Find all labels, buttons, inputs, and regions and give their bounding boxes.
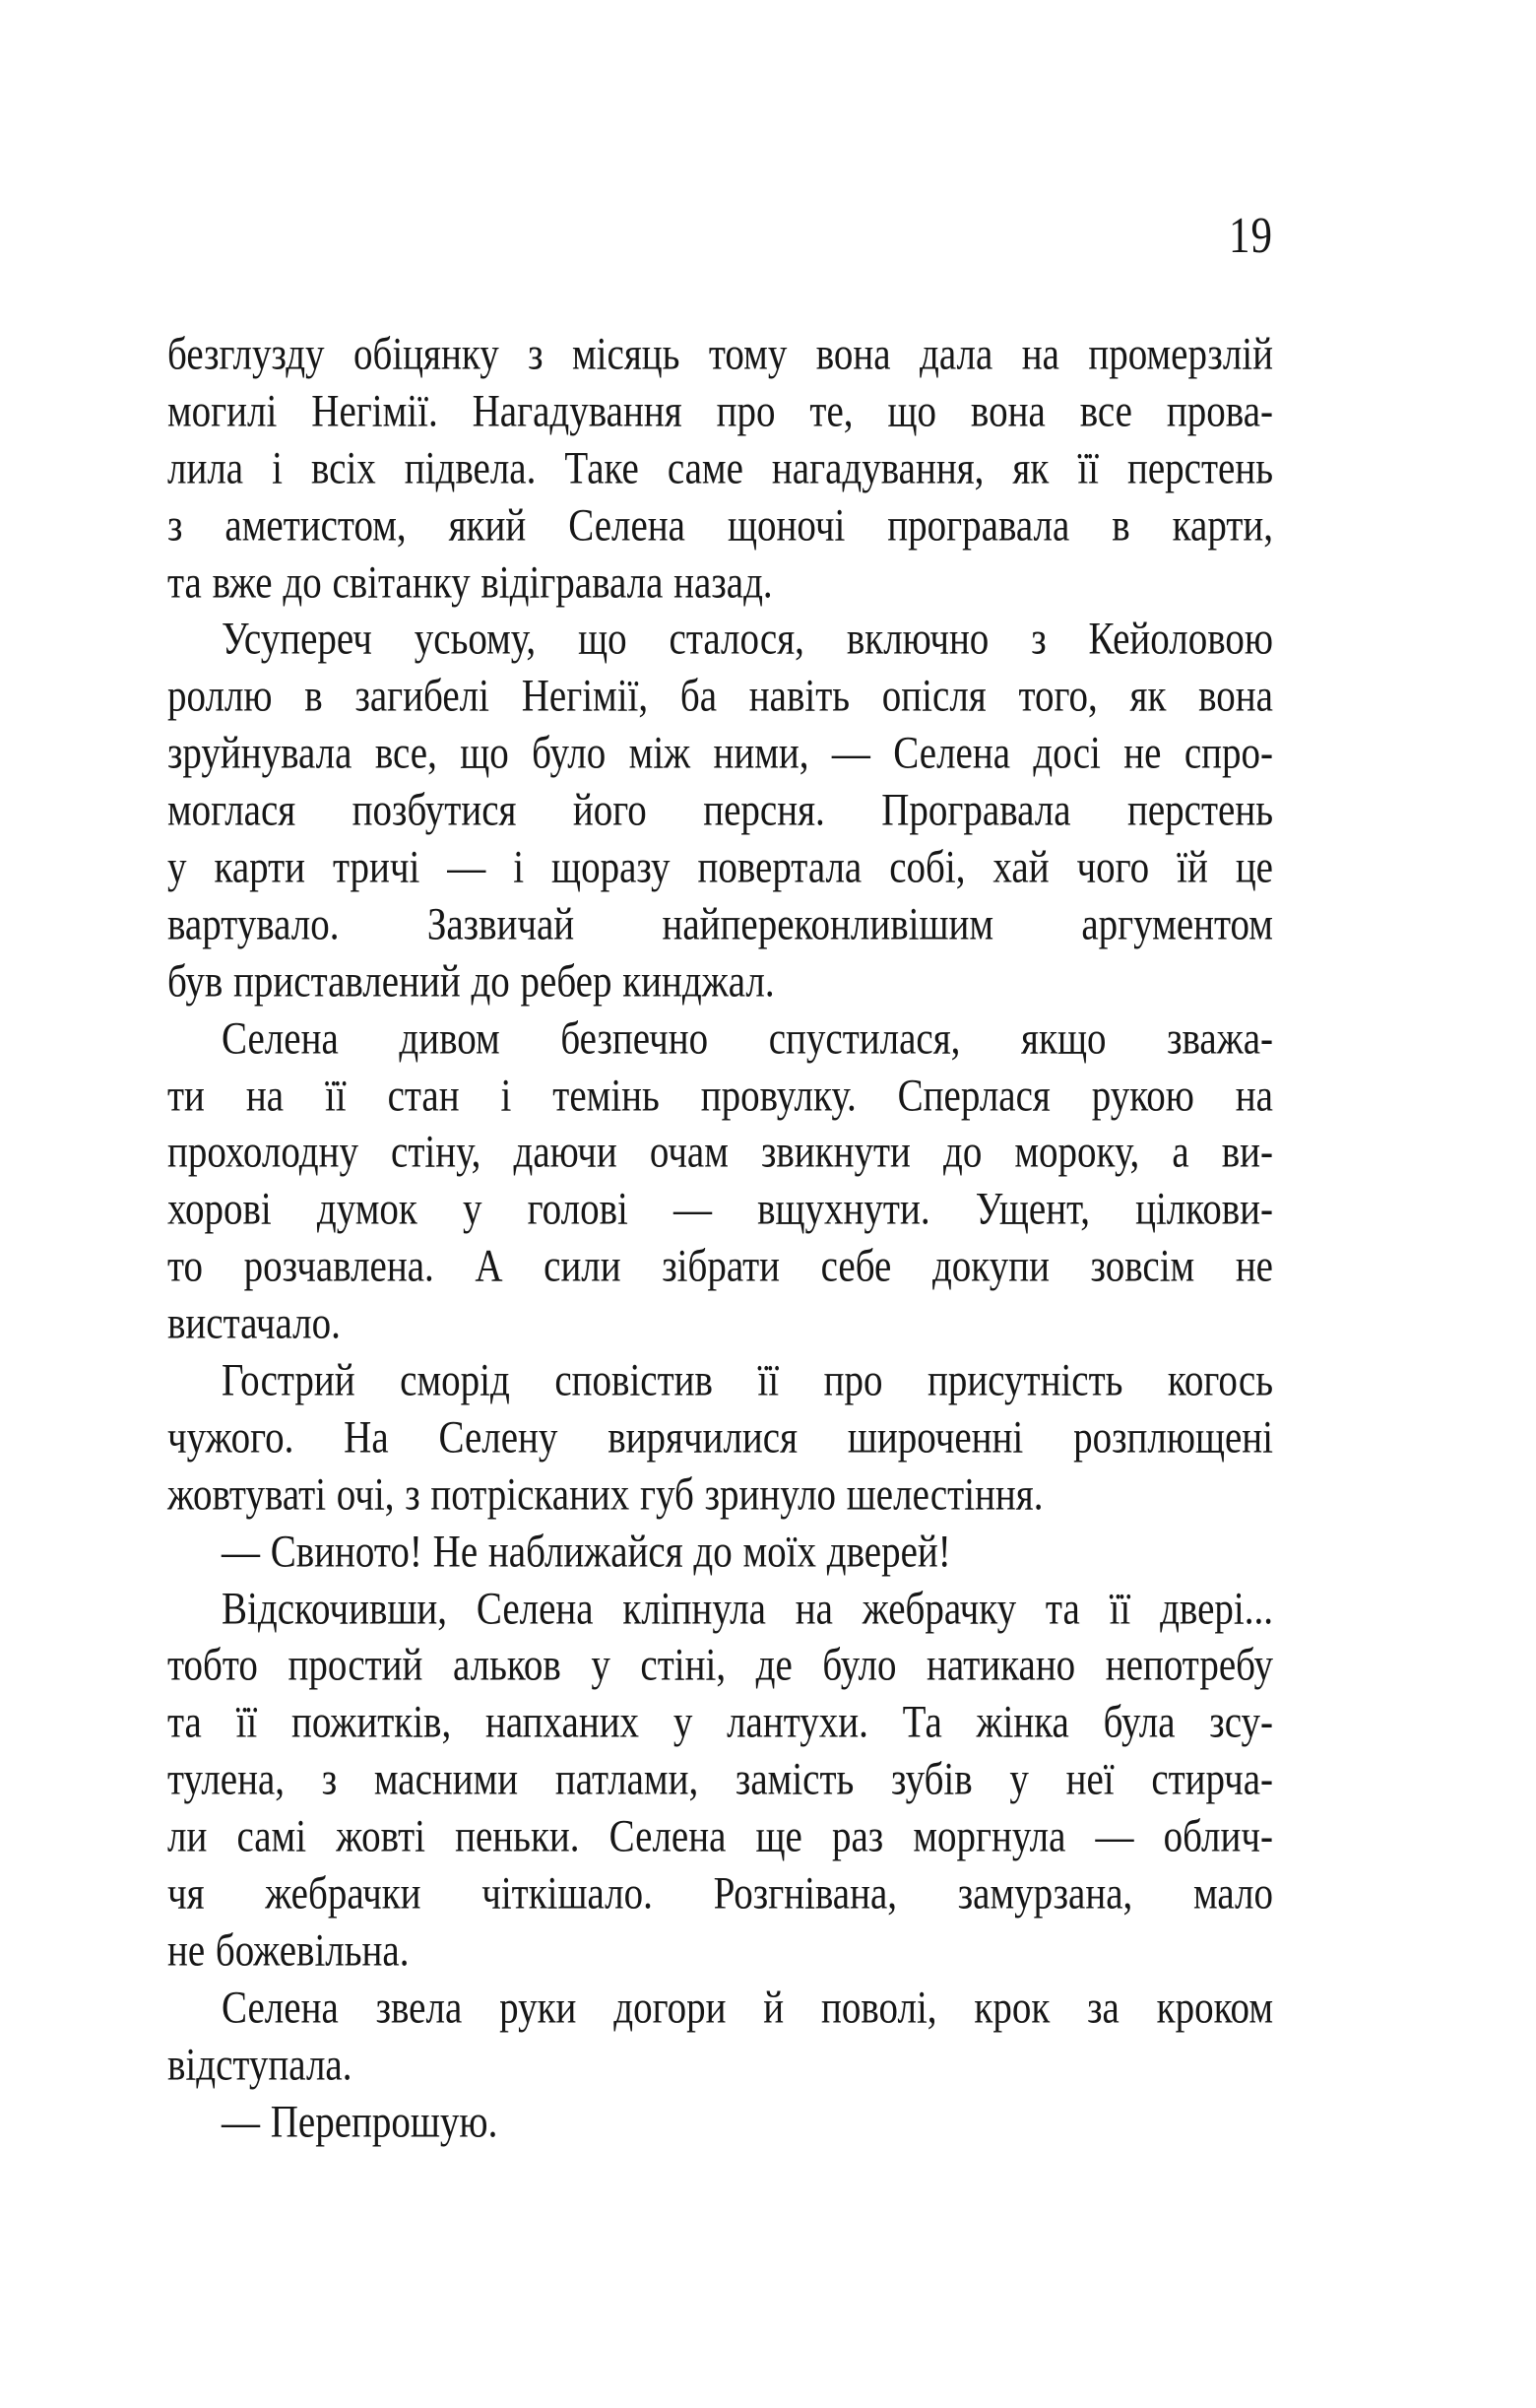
paragraph-dialogue: [167, 2094, 1273, 2151]
page-number: 19: [1229, 208, 1273, 264]
body-text: [167, 326, 1273, 2151]
text-line: могилі Негімії. Нагадування про те, що вона все прова-: [167, 385, 1273, 437]
text-line: — Перепрошую.: [222, 2096, 498, 2147]
text-line: з аметистом, який Селена щоночі програвала в карти,: [167, 499, 1273, 551]
text-line: ли самі жовті пеньки. Селена ще раз моргнула — облич-: [167, 1810, 1273, 1862]
text-line: прохолодну стіну, даючи очам звикнути до мороку, а ви-: [167, 1127, 1273, 1178]
text-line: ти на її стан і темінь провулку. Сперлася рукою на: [167, 1070, 1273, 1121]
text-line: чя жебрачки чіткішало. Розгнівана, замурзана, мало: [167, 1867, 1273, 1920]
text-line: вистачало.: [167, 1297, 341, 1349]
text-line: роллю в загибелі Негімії, ба навіть опісля того, як вона: [167, 670, 1273, 722]
paragraph: [167, 326, 1273, 611]
text-line: не божевільна.: [167, 1924, 410, 1977]
text-line: та її пожитків, напханих у лантухи. Та жінка була зсу-: [167, 1696, 1273, 1748]
text-line: Відскочивши, Селена кліпнула на жебрачку та її двері...: [222, 1583, 1273, 1634]
text-line: Селена дивом безпечно спустилася, якщо зважа-: [222, 1012, 1273, 1064]
text-line: безглузду обіцянку з місяць тому вона дала на промерзлій: [167, 328, 1273, 380]
text-line: Гострий сморід сповістив її про присутність когось: [222, 1354, 1273, 1406]
paragraph: [167, 1010, 1273, 1352]
text-line: жовтуваті очі, з потрісканих губ зринуло шелестіння.: [167, 1468, 1044, 1521]
text-line: то розчавлена. А сили зібрати себе докупи зовсім не: [167, 1240, 1273, 1292]
text-line: відступала.: [167, 2039, 352, 2090]
paragraph: [167, 1581, 1273, 1980]
paragraph: [167, 1980, 1273, 2094]
text-line: тобто простий альков у стіні, де було натикано непотребу: [167, 1640, 1273, 1691]
paragraph-dialogue: [167, 1524, 1273, 1581]
paragraph: [167, 1352, 1273, 1524]
text-line: лила і всіх підвела. Таке саме нагадування, як її перстень: [167, 442, 1273, 493]
text-line: хорові думок у голові — вщухнути. Ущент, цілкови-: [167, 1183, 1273, 1235]
text-line: — Свиното! Не наближайся до моїх дверей!: [222, 1526, 951, 1577]
text-line: вартувало. Зазвичай найпереконливішим аргументом: [167, 898, 1273, 950]
text-line: Усупереч усьому, що сталося, включно з Кейоловою: [222, 614, 1273, 665]
paragraph: [167, 611, 1273, 1009]
text-line: був приставлений до ребер кинджал.: [167, 955, 775, 1008]
text-line: тулена, з масними патлами, замість зубів у неї стирча-: [167, 1753, 1273, 1805]
text-line: зруйнувала все, що було між ними, — Селена досі не спро-: [167, 727, 1273, 779]
text-line: чужого. На Селену вирячилися широченні розплющені: [167, 1411, 1273, 1464]
text-line: у карти тричі — і щоразу повертала собі, хай чого їй це: [167, 841, 1273, 893]
text-line: моглася позбутися його персня. Програвала перстень: [167, 784, 1273, 836]
text-line: та вже до світанку відігравала назад.: [167, 556, 773, 608]
text-line: Селена звела руки догори й поволі, крок за кроком: [222, 1982, 1273, 2034]
